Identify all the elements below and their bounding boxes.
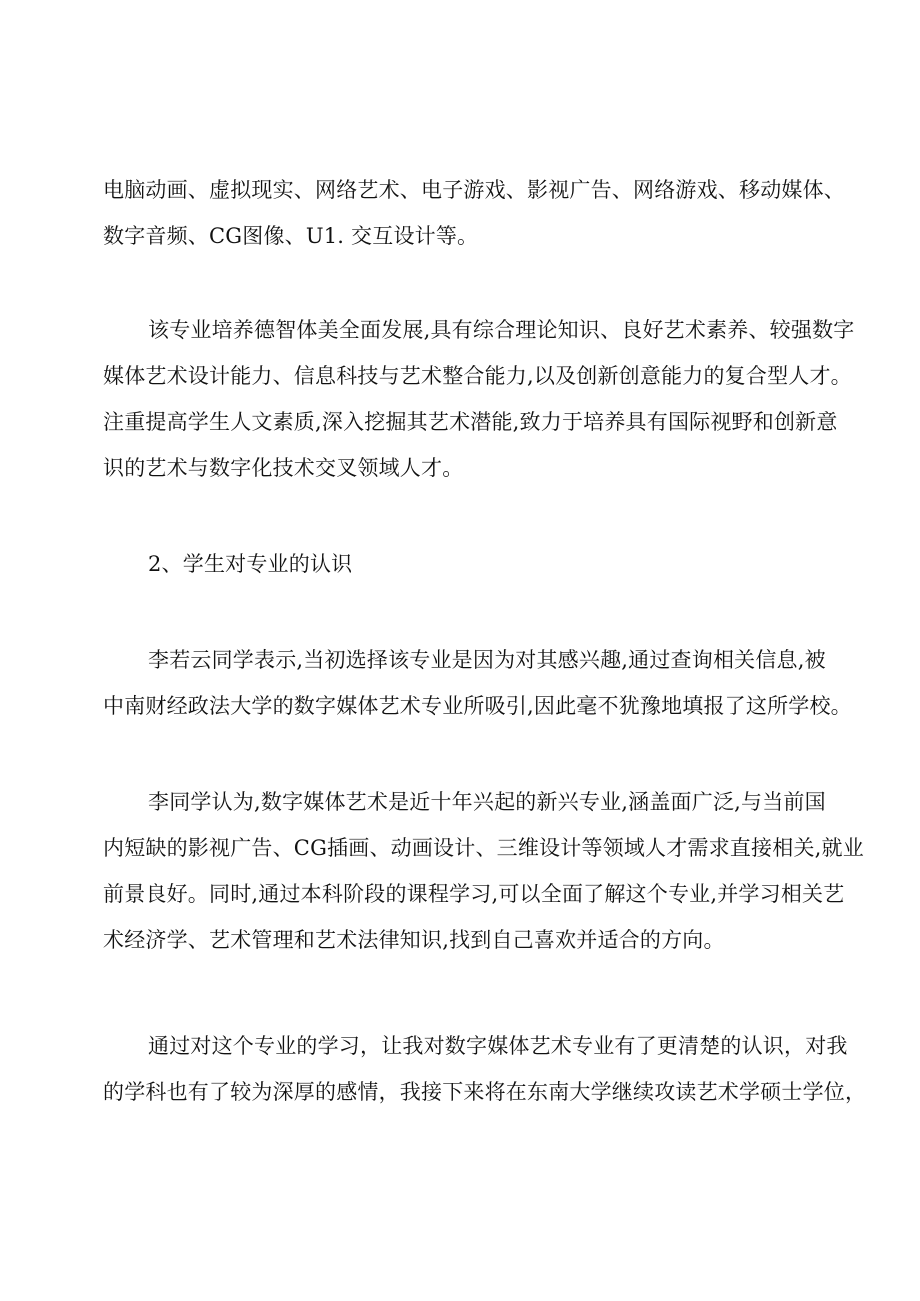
- paragraph-2-line-2: 媒体艺术设计能力、信息科技与艺术整合能力,以及创新创意能力的复合型人才。: [103, 364, 852, 388]
- paragraph-2-line-4: 识的艺术与数字化技术交叉领域人才。: [103, 456, 464, 480]
- paragraph-3-line-1: 李若云同学表示,当初选择该专业是因为对其感兴趣,通过查询相关信息,被: [148, 648, 826, 672]
- paragraph-1-line-1: 电脑动画、虚拟现实、网络艺术、电子游戏、影视广告、网络游戏、移动媒体、: [103, 178, 845, 202]
- paragraph-2-line-3: 注重提高学生人文素质,深入挖掘其艺术潜能,致力于培养具有国际视野和创新意: [103, 410, 838, 434]
- paragraph-5-line-2: 的学科也有了较为深厚的感情，我接下来将在东南大学继续攻读艺术学硕士学位，: [103, 1080, 867, 1104]
- paragraph-4-line-3: 前景良好。同时,通过本科阶段的课程学习,可以全面了解这个专业,并学习相关艺: [103, 882, 845, 906]
- paragraph-2-line-1: 该专业培养德智体美全面发展,具有综合理论知识、良好艺术素养、较强数字: [148, 318, 855, 342]
- paragraph-3-line-2: 中南财经政法大学的数字媒体艺术专业所吸引,因此毫不犹豫地填报了这所学校。: [103, 694, 852, 718]
- paragraph-4-line-2: 内短缺的影视广告、CG插画、动画设计、三维设计等领域人才需求直接相关,就业: [103, 836, 864, 860]
- paragraph-4-line-4: 术经济学、艺术管理和艺术法律知识,找到自己喜欢并适合的方向。: [103, 928, 725, 952]
- paragraph-4-line-1: 李同学认为,数字媒体艺术是近十年兴起的新兴专业,涵盖面广泛,与当前国: [148, 790, 826, 814]
- section-heading: 2、学生对专业的认识: [148, 552, 353, 576]
- paragraph-1-line-2: 数字音频、CG图像、U1. 交互设计等。: [103, 224, 479, 248]
- paragraph-5-line-1: 通过对这个专业的学习，让我对数字媒体艺术专业有了更清楚的认识，对我: [148, 1034, 848, 1058]
